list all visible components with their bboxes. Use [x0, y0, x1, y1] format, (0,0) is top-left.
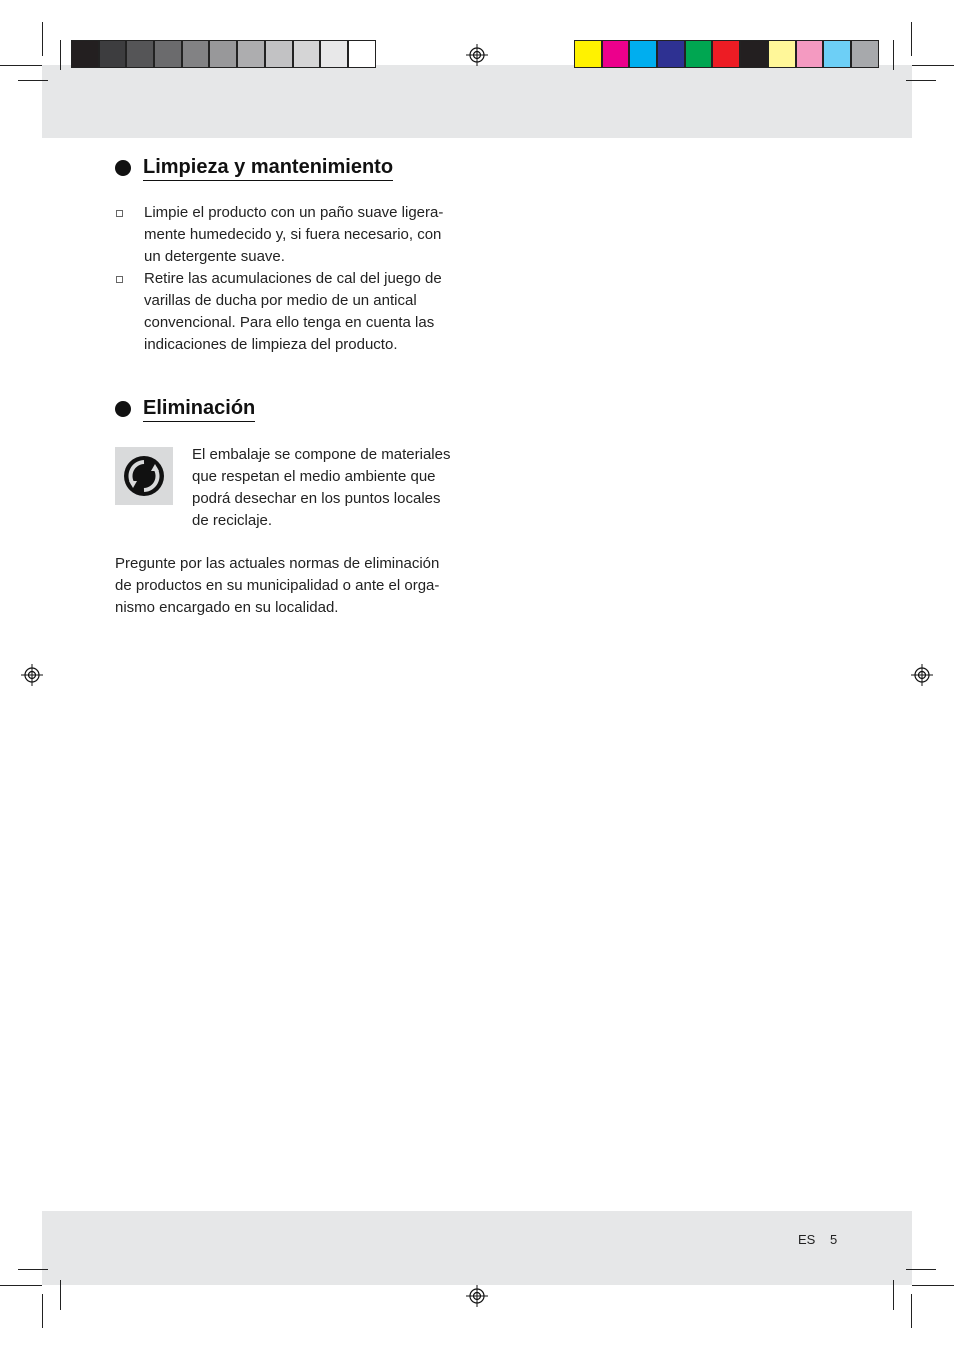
color-swatch: [154, 40, 182, 68]
color-swatch: [574, 40, 602, 68]
crop-mark: [912, 1285, 954, 1286]
list-item-line: indicaciones de limpieza del producto.: [144, 336, 398, 353]
color-swatch: [71, 40, 99, 68]
list-item-line: un detergente suave.: [144, 248, 285, 265]
color-swatch: [209, 40, 237, 68]
color-swatch: [602, 40, 630, 68]
section-heading-disposal: [115, 396, 255, 422]
list-item-line: convencional. Para ello tenga en cuenta las: [144, 314, 435, 331]
list-item-line: Limpie el producto con un paño suave ligera-: [144, 204, 444, 221]
registration-mark-icon: [911, 664, 933, 686]
crop-mark: [60, 40, 61, 70]
crop-mark: [906, 1269, 936, 1270]
crop-mark: [60, 1280, 61, 1310]
registration-mark-icon: [466, 1285, 488, 1307]
color-swatch: [237, 40, 265, 68]
crop-mark: [42, 22, 43, 56]
crop-mark: [911, 1294, 912, 1328]
footer-band: [42, 1211, 912, 1285]
color-swatch: [712, 40, 740, 68]
text-line: podrá desechar en los puntos locales: [192, 490, 441, 507]
color-swatch: [293, 40, 321, 68]
section-title: Limpieza y mantenimiento: [143, 155, 393, 181]
crop-mark: [18, 1269, 48, 1270]
color-swatch: [823, 40, 851, 68]
color-swatch: [796, 40, 824, 68]
crop-mark: [906, 80, 936, 81]
checkbox-bullet-icon: [116, 276, 123, 283]
registration-mark-icon: [466, 44, 488, 66]
crop-mark: [0, 65, 42, 66]
crop-mark: [42, 1294, 43, 1328]
color-swatch: [851, 40, 879, 68]
text-line: de productos en su municipalidad o ante el orga-: [115, 577, 440, 594]
text-line: El embalaje se compone de materiales: [192, 446, 451, 463]
bullet-dot-icon: [115, 160, 131, 176]
checkbox-bullet-icon: [116, 210, 123, 217]
crop-mark: [912, 65, 954, 66]
bullet-dot-icon: [115, 401, 131, 417]
text-line: Pregunte por las actuales normas de eliminación: [115, 555, 440, 572]
crop-mark: [18, 80, 48, 81]
header-band: [42, 65, 912, 138]
color-swatch: [182, 40, 210, 68]
list-item-line: varillas de ducha por medio de un antical: [144, 292, 417, 309]
text-line: nismo encargado en su localidad.: [115, 599, 339, 616]
list-item: [115, 202, 460, 268]
color-calibration-bar: [574, 40, 879, 70]
list-item: [115, 268, 460, 356]
crop-mark: [911, 22, 912, 56]
color-swatch: [768, 40, 796, 68]
crop-mark: [0, 1285, 42, 1286]
crop-mark: [893, 40, 894, 70]
color-swatch: [629, 40, 657, 68]
text-line: de reciclaje.: [192, 512, 273, 529]
color-swatch: [126, 40, 154, 68]
color-swatch: [320, 40, 348, 68]
page-number: 5: [830, 1232, 838, 1247]
grayscale-calibration-bar: [71, 40, 376, 70]
list-item-line: Retire las acumulaciones de cal del juego de: [144, 270, 442, 287]
color-swatch: [265, 40, 293, 68]
text-line: que respetan el medio ambiente que: [192, 468, 436, 485]
color-swatch: [657, 40, 685, 68]
disposal-regulations-paragraph: [115, 553, 460, 619]
cleaning-instructions-list: [115, 202, 460, 356]
section-title: Eliminación: [143, 396, 255, 422]
list-item-line: mente humedecido y, si fuera necesario, con: [144, 226, 442, 243]
green-dot-recycle-icon: [122, 454, 166, 498]
color-swatch: [99, 40, 127, 68]
registration-mark-icon: [21, 664, 43, 686]
color-swatch: [685, 40, 713, 68]
section-heading-cleaning: [115, 155, 393, 181]
color-swatch: [348, 40, 376, 68]
language-code: ES: [798, 1232, 816, 1247]
packaging-disposal-text: [192, 444, 462, 532]
color-swatch: [740, 40, 768, 68]
crop-mark: [893, 1280, 894, 1310]
recycle-icon: [115, 447, 173, 505]
